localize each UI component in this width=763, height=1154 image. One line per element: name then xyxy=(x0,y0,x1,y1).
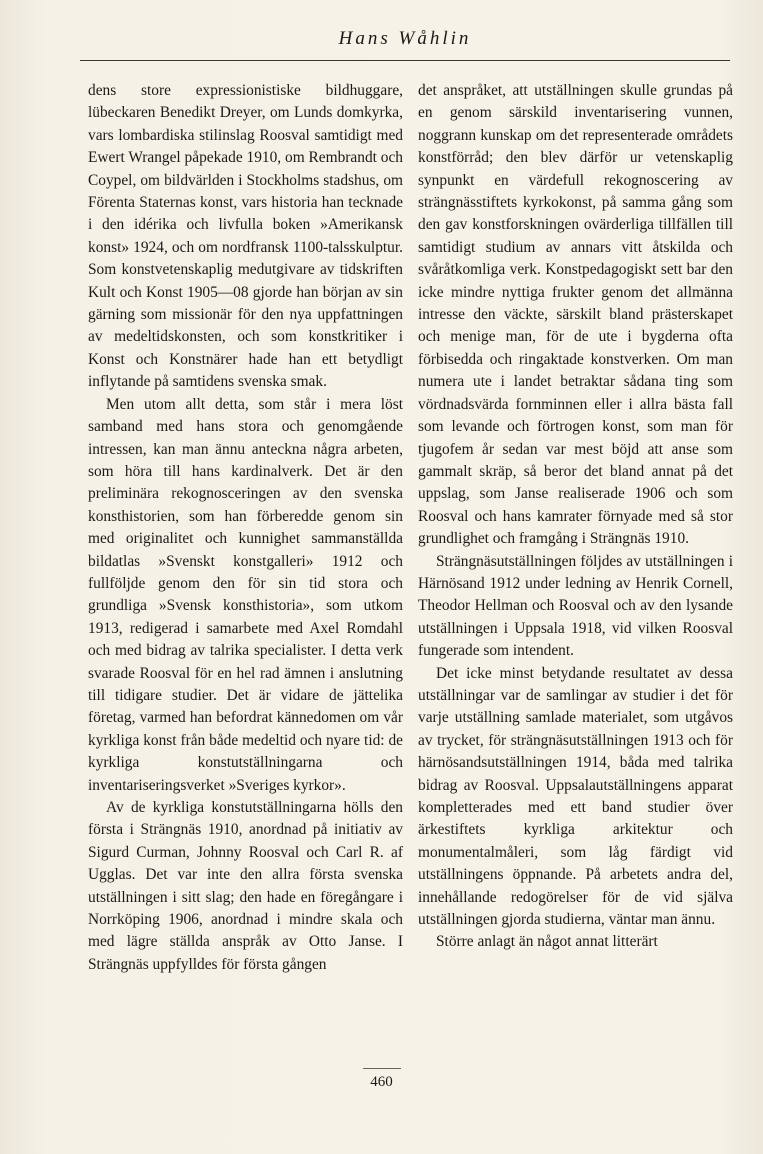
header-rule xyxy=(80,60,730,61)
paragraph: Av de kyrkliga konstutställningarna hölls den första i Strängnäs 1910, anordnad på initiativ av Sigurd Curman, Johnny Roosval och Carl R. af Ugglas. Det var inte den allra första svenska utställningen i sitt slag; den hade en föregångare i Norrköping 1906, anordnad i mindre skala och med lägre ställda anspråk av Otto Janse. I Strängnäs uppfylldes för första gången xyxy=(88,799,403,973)
page-number-rule xyxy=(363,1068,401,1069)
right-column xyxy=(418,80,733,954)
paragraph: dens store expressionistiske bildhuggare, lübeckaren Benedikt Dreyer, om Lunds domkyrka, vars lombardiska stilinslag Roosval samtidigt med Ewert Wrangel påpekade 1910, om Rembrandt och Coypel, om bildvärlden i Stockholms stadshus, om Förenta Staternas konst, vars historia han tecknade i den idérika och livfulla boken »Amerikansk konst» 1924, och om nordfransk 1100-talsskulptur. Som konstvetenskaplig medutgivare av tidskriften Kult och Konst 1905—08 gjorde han början av sin gärning som missionär för den nya uppfattningen av medeltidskonsten, och som konstkritiker i Konst och Konstnärer hade han ett betydligt inflytande på samtidens svenska smak. xyxy=(88,82,403,391)
page-number: 460 xyxy=(370,1074,393,1090)
paragraph: Men utom allt detta, som står i mera löst samband med hans stora och genomgående intressen, kan man ännu anteckna några arbeten, som höra till hans kardinalverk. Det är den preliminära rekognosceringen av den svenska konsthistorien, som han förberedde genom sin med originalitet och kunnighet sammanställda bildatlas »Svenskt konstgalleri» 1912 och fullföljde genom den för sin tid stora och grundliga »Svensk konsthistoria», som utkom 1913, redigerad i samarbete med Axel Romdahl och med bidrag av talrika specialister. I detta verk svarade Roosval för en hel rad ämnen i anslutning till tidigare studier. Det är vidare de jättelika företag, varmed han befordrat kännedomen om vår kyrkliga konst från både medeltid och nyare tid: de kyrkliga konstutställningarna och inventariseringsverket »Sveriges kyrkor». xyxy=(88,395,403,794)
left-column xyxy=(88,80,403,976)
paragraph: Det icke minst betydande resultatet av dessa utställningar var de samlingar av studier i det för varje utställning samlade materialet, som utgåvos av trycket, för strängnäsutställningen 1913 och för härnösandsutställningen 1914, båda med talrika bidrag av Roosval. Uppsalautställningens apparat kompletterades med ett band studier över ärkestiftets kyrkliga arkitektur och monumentalmåleri, som låg färdigt vid utställningens öppnande. På arbetets andra del, innehållande redogörelser för de vid själva utställningen gjorda studierna, väntar man ännu. xyxy=(418,664,733,929)
paragraph: Strängnäsutställningen följdes av utställningen i Härnösand 1912 under ledning av Henrik Cornell, Theodor Hellman och Roosval och av den lysande utställningen i Uppsala 1918, vid vilken Roosval fungerade som intendent. xyxy=(418,552,733,660)
paragraph: det anspråket, att utställningen skulle grundas på en genom särskild inventarisering vunnen, noggrann kunskap om det representerade områdets konstförråd; den blev därför ur vetenskaplig synpunkt en värdefull rekognoscering av strängnässtiftets kyrkokonst, på samma gång som den gav konstforskningen ovärderliga tillfällen till samtidigt studium av annars vitt åtskilda och svåråtkomliga verk. Konstpedagogiskt sett bar den icke mindre nyttiga frukter genom det allmänna intresse den väckte, särskilt bland prästerskapet och menige man, för de ute i bygderna ofta förbisedda och ringaktade konstverken. Om man numera ute i landet betraktar sådana ting som vördnadsvärda fornminnen eller i allra bästa fall som levande och förtrogen konst, som man för tjugofem år sedan var mest böjd att anse som gammalt skräp, så beror det bland annat på det uppslag, som Janse realiserade 1906 och som Roosval och hans kamrater förnyade med så stor grundlighet och framgång i Strängnäs 1910. xyxy=(418,82,733,548)
paragraph: Större anlagt än något annat litterärt xyxy=(436,933,658,951)
running-header: Hans Wåhlin xyxy=(338,28,472,49)
